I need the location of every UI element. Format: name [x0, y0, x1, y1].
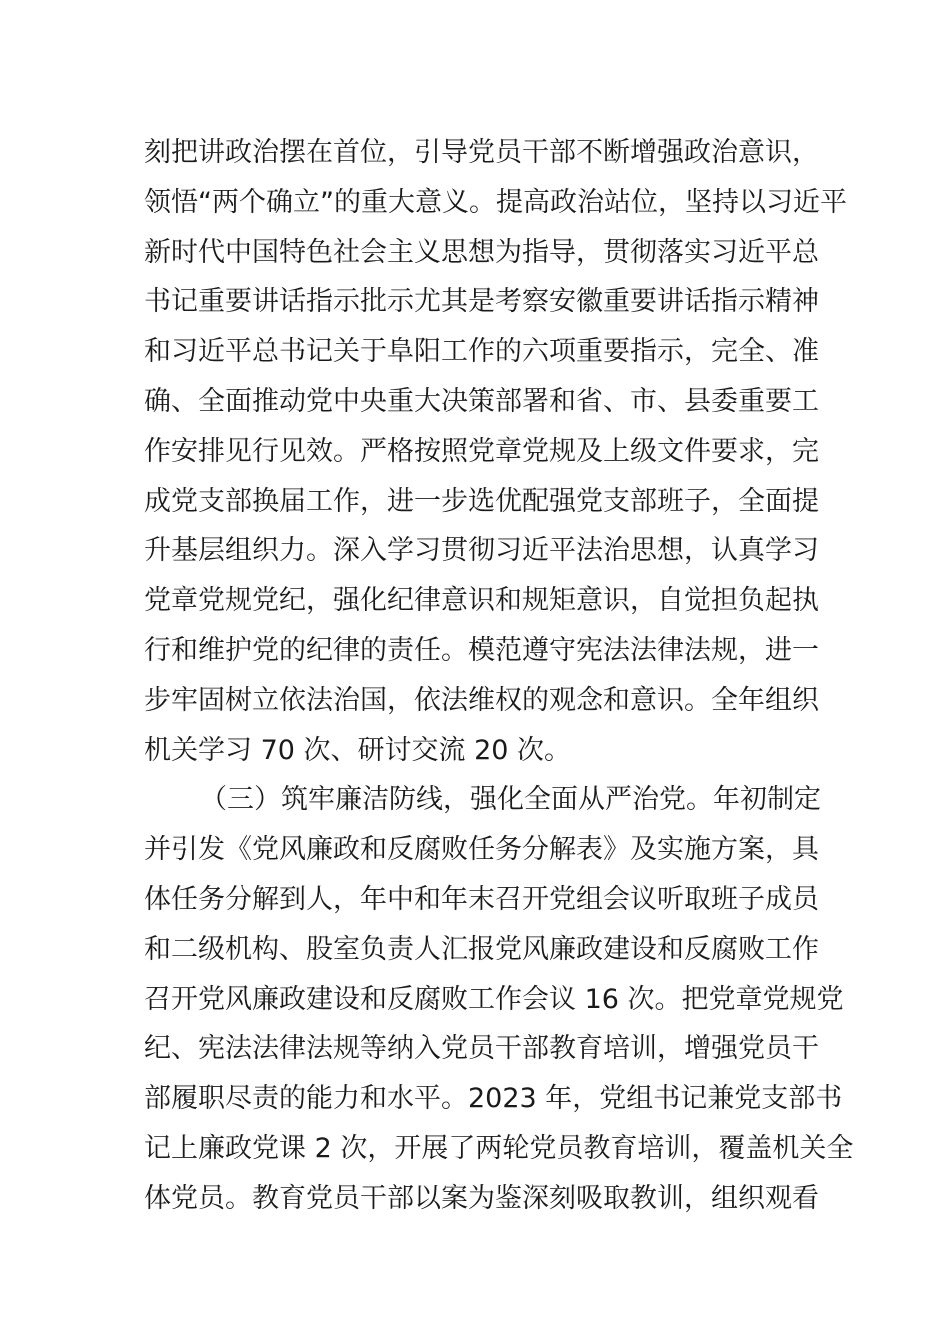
text-line: （三）筑牢廉洁防线，强化全面从严治党。年初制定	[200, 784, 821, 816]
text-line: 和二级机构、股室负责人汇报党风廉政建设和反腐败工作	[144, 933, 819, 965]
text-line: 行和维护党的纪律的责任。模范遵守宪法法律法规，进一	[144, 634, 819, 666]
text-line: 新时代中国特色社会主义思想为指导，贯彻落实习近平总	[144, 236, 819, 268]
text-line: 成党支部换届工作，进一步选优配强党支部班子，全面提	[144, 485, 819, 517]
text-line: 体任务分解到人，年中和年末召开党组会议听取班子成员	[144, 883, 819, 915]
text-line: 领悟“两个确立”的重大意义。提高政治站位，坚持以习近平	[144, 186, 847, 218]
text-line: 作安排见行见效。严格按照党章党规及上级文件要求，完	[144, 435, 819, 467]
text-line: 部履职尽责的能力和水平。2023 年，党组书记兼党支部书	[144, 1083, 843, 1115]
text-line: 召开党风廉政建设和反腐败工作会议 16 次。把党章党规党	[144, 983, 844, 1015]
text-line: 升基层组织力。深入学习贯彻习近平法治思想，认真学习	[144, 535, 819, 567]
text-line: 书记重要讲话指示批示尤其是考察安徽重要讲话指示精神	[144, 286, 819, 318]
text-line: 并引发《党风廉政和反腐败任务分解表》及实施方案，具	[144, 834, 819, 866]
paragraph-2	[144, 775, 854, 1223]
text-line: 刻把讲政治摆在首位，引导党员干部不断增强政治意识，	[144, 137, 819, 168]
text-line: 体党员。教育党员干部以案为鉴深刻吸取教训，组织观看	[144, 1182, 819, 1214]
text-line: 党章党规党纪，强化纪律意识和规矩意识，自觉担负起执	[144, 585, 819, 617]
paragraph-1	[144, 128, 847, 775]
text-line: 确、全面推动党中央重大决策部署和省、市、县委重要工	[144, 385, 819, 417]
text-line: 机关学习 70 次、研讨交流 20 次。	[144, 734, 572, 766]
text-line: 纪、宪法法律法规等纳入党员干部教育培训，增强党员干	[144, 1033, 819, 1065]
text-line: 记上廉政党课 2 次，开展了两轮党员教育培训，覆盖机关全	[144, 1132, 854, 1164]
text-line: 和习近平总书记关于阜阳工作的六项重要指示，完全、准	[144, 336, 819, 368]
text-line: 步牢固树立依法治国，依法维权的观念和意识。全年组织	[144, 684, 819, 716]
body-text	[144, 128, 854, 1224]
